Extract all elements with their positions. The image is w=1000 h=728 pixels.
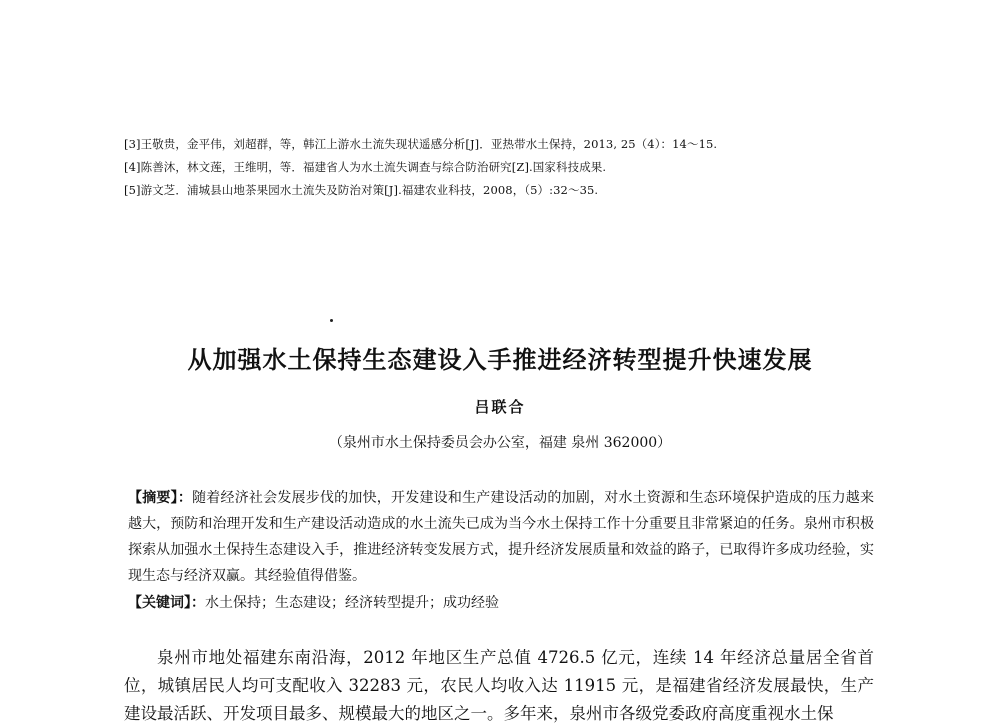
- reference-list: [124, 133, 884, 202]
- body-paragraph: 泉州市地处福建东南沿海，2012 年地区生产总值 4726.5 亿元，连续 14 年经济总量居全省首位，城镇居民人均可支配收入 32283 元，农民人均收入达 11915 元，是福建省经济发展最快，生产建设最活跃、开发项目最多、规模最大的地区之一。多年来，泉州市各级党委政府高度重视水土保: [124, 648, 874, 723]
- abstract-text: 随着经济社会发展步伐的加快，开发建设和生产建设活动的加剧，对水土资源和生态环境保护造成的压力越来越大，预防和治理开发和生产建设活动造成的水土流失已成为当今水土保持工作十分重要且非常紧迫的任务。泉州市积极探索从加强水土保持生态建设入手，推进经济转变发展方式，提升经济发展质量和效益的路子，已取得许多成功经验，实现生态与经济双赢。其经验值得借鉴。: [128, 490, 875, 584]
- reference-item: [4]陈善沐，林文莲，王维明，等．福建省人为水土流失调查与综合防治研究[Z].国家科技成果.: [124, 160, 607, 174]
- abstract-label: 【摘要】：: [128, 490, 193, 506]
- scan-dot-mark: [330, 319, 333, 322]
- keywords-label: 【关键词】：: [128, 595, 205, 611]
- abstract: [128, 485, 874, 589]
- author-name: 吕联合: [474, 398, 526, 416]
- article-title: 从加强水土保持生态建设入手推进经济转型提升快速发展: [187, 346, 813, 374]
- keywords-text: 水土保持；生态建设；经济转型提升；成功经验: [205, 595, 499, 611]
- keywords: [128, 590, 874, 616]
- reference-item: [5]游文芝．浦城县山地茶果园水土流失及防治对策[J].福建农业科技，2008，（5）:32～35.: [124, 183, 599, 197]
- author-affiliation: （泉州市水土保持委员会办公室，福建 泉州 362000）: [328, 435, 672, 451]
- reference-item: [3]王敬贵，金平伟，刘超群，等，韩江上游水土流失现状遥感分析[J]．亚热带水土保持，2013, 25（4）：14～15.: [124, 137, 718, 151]
